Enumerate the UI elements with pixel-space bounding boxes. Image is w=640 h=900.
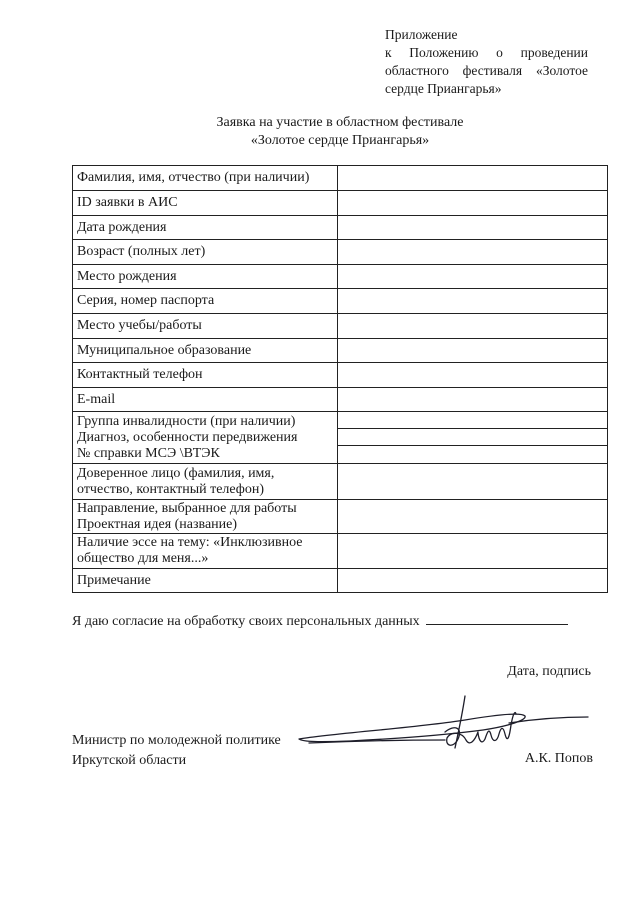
appendix-line-2: к Положению о проведении [385,45,588,60]
field-value-essay[interactable] [338,534,608,569]
field-subvalue-mse-certificate[interactable] [338,446,607,463]
field-label-email: E-mail [73,388,338,412]
form-row [73,240,608,265]
field-value-direction[interactable] [338,500,608,534]
consent-statement [72,612,568,630]
application-form-table [72,165,608,593]
minister-title-line-2: Иркутской области [72,753,187,768]
appendix-block [385,26,588,98]
appendix-line-4: сердце Приангарья» [385,81,502,96]
form-row [73,388,608,412]
field-value-disability[interactable] [338,412,608,464]
field-label-study-work: Место учебы/работы [73,314,338,339]
field-subvalue-diagnosis[interactable] [338,429,607,446]
field-value-age[interactable] [338,240,608,265]
form-title-line-1: Заявка на участие в областном фестивале [216,115,464,130]
field-label-phone: Контактный телефон [73,363,338,388]
minister-title [72,731,281,771]
form-title-line-2: «Золотое сердце Приангарья» [250,133,430,148]
field-label-application-id: ID заявки в АИС [73,191,338,216]
field-value-birth-date[interactable] [338,216,608,240]
appendix-line-3: областного фестиваля «Золотое [385,63,588,78]
form-title [0,114,640,150]
field-label-passport: Серия, номер паспорта [73,289,338,314]
field-label-municipality: Муниципальное образование [73,339,338,363]
minister-title-line-1: Министр по молодежной политике [72,733,281,748]
field-value-trustee[interactable] [338,464,608,500]
field-label-note: Примечание [73,569,338,593]
field-value-application-id[interactable] [338,191,608,216]
form-row [73,363,608,388]
signatory-name: А.К. Попов [524,751,593,766]
field-value-passport[interactable] [338,289,608,314]
field-label-project-idea: Проектная идея (название) [77,516,238,532]
form-row [73,289,608,314]
form-row [73,265,608,289]
form-row [73,339,608,363]
form-row [73,314,608,339]
field-value-municipality[interactable] [338,339,608,363]
field-value-birth-place[interactable] [338,265,608,289]
field-label-diagnosis: Диагноз, особенности передвижения [77,429,298,445]
field-value-note[interactable] [338,569,608,593]
form-row [73,191,608,216]
field-label-age: Возраст (полных лет) [73,240,338,265]
consent-text: Я даю согласие на обработку своих персональных данных [72,614,420,629]
form-row [73,464,608,500]
field-value-phone[interactable] [338,363,608,388]
appendix-title: Приложение [385,27,458,42]
field-label-mse-certificate: № справки МСЭ \ВТЭК [77,445,220,461]
form-row [73,216,608,240]
field-value-full-name[interactable] [338,166,608,191]
field-label-disability [73,412,338,464]
date-signature-caption: Дата, подпись [507,664,591,679]
consent-signature-line[interactable] [426,612,568,625]
field-label-full-name: Фамилия, имя, отчество (при наличии) [73,166,338,191]
field-label-essay: Наличие эссе на тему: «Инклюзивное общество для меня...» [73,534,338,569]
field-label-trustee: Доверенное лицо (фамилия, имя, отчество, контактный телефон) [73,464,338,500]
field-value-study-work[interactable] [338,314,608,339]
form-row [73,166,608,191]
field-label-birth-place: Место рождения [73,265,338,289]
field-label-direction [73,500,338,534]
form-row [73,534,608,569]
field-label-work-direction: Направление, выбранное для работы [77,500,297,516]
form-row [73,500,608,534]
form-row [73,569,608,593]
field-subvalue-disability-group[interactable] [338,412,607,429]
form-row [73,412,608,464]
field-label-birth-date: Дата рождения [73,216,338,240]
field-label-disability-group: Группа инвалидности (при наличии) [77,413,296,429]
field-value-email[interactable] [338,388,608,412]
